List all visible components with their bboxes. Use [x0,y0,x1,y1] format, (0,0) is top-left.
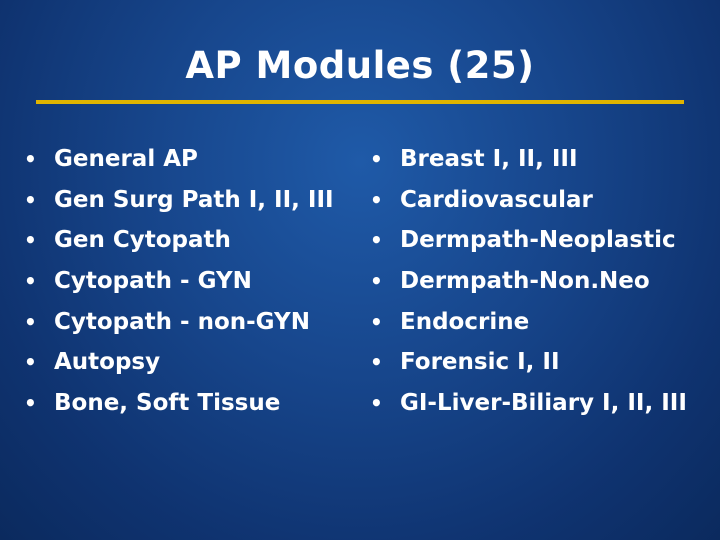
list-item [24,223,354,264]
bullet-icon: • [370,350,383,375]
list-item-label: Dermpath-Neoplastic [400,227,676,254]
list-item [370,142,715,183]
bullet-icon: • [370,147,383,171]
list-item-label: Endocrine [400,308,530,335]
list-item [24,183,354,224]
list-item-label: Cytopath - GYN [54,268,252,295]
list-item [24,264,354,305]
list-item [24,142,354,183]
list-item-label: Gen Surg Path I, II, III [54,186,334,213]
bullet-icon: • [370,228,383,253]
bullet-icon: • [24,187,37,212]
list-item [370,305,715,346]
bullet-icon: • [24,269,37,294]
slide-title: AP Modules (25) [185,44,535,87]
left-module-list [24,142,354,427]
list-item-label: Dermpath-Non.Neo [400,268,650,295]
list-item [370,386,715,427]
bullet-icon: • [24,228,37,253]
right-module-list [370,142,715,427]
bullet-icon: • [24,309,37,334]
bullet-icon: • [370,309,383,334]
list-item-label: Bone, Soft Tissue [54,390,281,417]
list-item-label: Cardiovascular [400,186,593,213]
bullet-icon: • [370,391,383,416]
bullet-icon: • [24,391,37,416]
list-item-label: GI-Liver-Biliary I, II, III [400,390,687,417]
list-item-label: Cytopath - non-GYN [54,308,310,335]
bullet-icon: • [24,147,37,171]
bullet-icon: • [370,187,383,212]
list-item [370,264,715,305]
list-item-label: Forensic I, II [400,349,560,376]
list-item-label: General AP [54,146,198,172]
list-item [24,345,354,386]
list-item-label: Gen Cytopath [54,227,231,254]
list-item [370,345,715,386]
list-item [24,386,354,427]
list-item [24,305,354,346]
list-item-label: Autopsy [54,349,161,376]
title-underline [36,100,684,104]
list-item [370,183,715,224]
bullet-icon: • [24,350,37,375]
bullet-icon: • [370,269,383,294]
list-item [370,223,715,264]
list-item-label: Breast I, II, III [400,146,578,172]
